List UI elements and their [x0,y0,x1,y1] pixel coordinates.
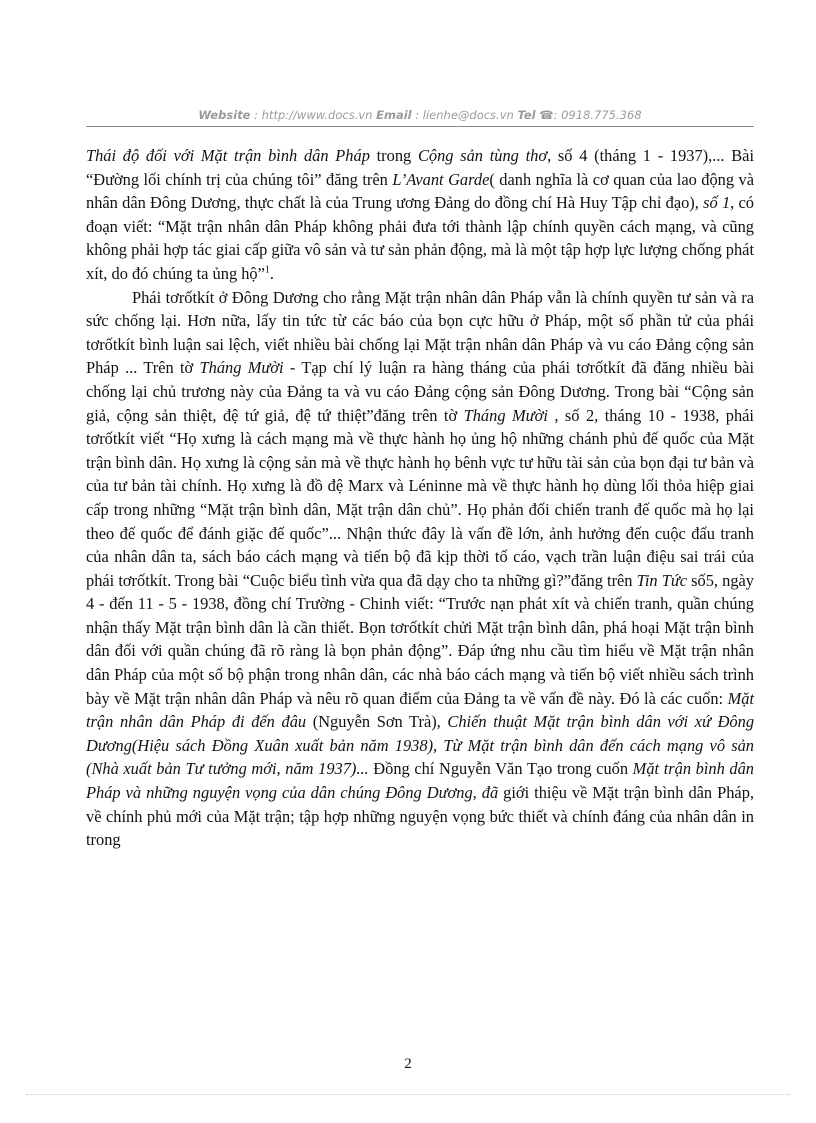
document-body [86,144,754,852]
italic-text: Chiến thuật Mặt trận bình dân với xứ Đông Dương(Hiệu sách Đồng Xuân xuất bản năm 1938), Từ Mặt trận bình dân đến cách mạng vô sản (Nhà xuất bản Tư tưởng mới, năm 1937)... [86,712,755,779]
website-label: Website [198,108,251,122]
body-paragraph [86,286,754,852]
text-run: , có đoạn viết: “Mặt trận nhân dân Pháp không phải đưa tới thành lập chính quyền cách mạng, và cũng không phải hợp tác giai cấp giữa vô sản và tư sản phản động, mà là một tập hợp lực lượng chống phát xít, do đó chúng ta ủng hộ” [86,193,754,283]
website-url[interactable]: : http://www.docs.vn [254,108,373,122]
text-run: Phái tơrốtkít ở Đông Dương cho rằng Mặt trận nhân dân Pháp vẫn là chính quyền tư sản và ra sức chống lại. Hơn nữa, lấy tin tức từ các báo của bọn cực hữu ở Pháp, một số phần tử của phái tơrốtkít bình luận sai lệch, viết nhiều bài chống lại Mặt trận nhân dân Pháp và vu cáo Đảng cộng sản Pháp ... Trên tờ [86,287,754,378]
page-header [86,108,754,122]
italic-text: Thái độ đối với Mặt trận bình dân Pháp [86,146,370,165]
italic-text: Mặt trận bình dân Pháp và những nguyện vọng của dân chúng Đông Dương, đã [86,759,755,803]
text-run: giới thiệu về Mặt trận bình dân Pháp, về chính phủ mới của Mặt trận; tập hợp những nguyện vọng bức thiết và chính đáng của nhân dân in trong [86,783,754,850]
italic-text: Mặt trận nhân dân Pháp đi đến đâu [86,688,754,732]
tel-number: : 0918.775.368 [553,108,642,122]
page-number: 2 [404,1056,412,1072]
text-run: số5, ngày 4 - đến 11 - 5 - 1938, đồng chí Trường - Chinh viết: “Trước nạn phát xít và chiến tranh, quần chúng nhận thấy Mặt trận bình dân là cần thiết. Bọn tơrốtkít chửi Mặt trận bình dân, phá hoại Mặt trận bình dân đối với quần chúng đã rõ ràng là bọn phản động”. Đáp ứng nhu cầu tìm hiểu về Mặt trận nhân dân Pháp của một số bộ phận trong nhân dân, các nhà báo cách mạng và tiến bộ viết nhiều sách trình bày về Mặt trận nhân dân Pháp và nêu rõ quan điểm của Đảng ta về vấn đề này. Đó là các cuốn: [86,570,754,708]
text-run: , số 4 (tháng 1 - 1937),... Bài “Đường lối chính trị của chúng tôi” đăng trên [86,146,755,189]
italic-text: , số 1 [694,193,731,213]
body-paragraph [86,144,754,286]
italic-text: Tháng Mười [199,358,284,378]
footnote-ref: 1 [264,264,270,276]
italic-text: Tháng Mười [463,405,548,425]
text-run: trong [369,146,418,165]
text-run: . [269,263,275,283]
footer-divider [26,1094,790,1095]
text-run: Đồng chí Nguyễn Văn Tạo trong cuốn [368,759,633,779]
italic-text: L’Avant Garde [392,169,490,189]
email-label: Email [376,108,412,122]
phone-icon: ☎ [539,108,554,122]
text-run: (Nguyễn Sơn Trà), [306,712,448,732]
email-address[interactable]: : lienhe@docs.vn [415,108,514,122]
italic-text: Cộng sản tùng thơ [417,146,548,165]
header-divider [86,126,754,127]
tel-label: Tel [517,108,536,122]
text-run: - Tạp chí lý luận ra hàng tháng của phái tơrốtkít đã đăng nhiều bài chống lại chủ trương này của Đảng ta và vu cáo Đảng cộng sản Đông Dương. Trong bài “Cộng sản giả, cộng sản thiệt, đệ tứ giả, đệ tứ thiệt”đăng trên tờ [86,358,754,425]
text-run: ( danh nghĩa là cơ quan của lao động và nhân dân Đông Dương, thực chất là của Trung ương Đảng do đồng chí Hà Huy Tập chỉ đạo) [86,169,754,213]
italic-text: Tin Tức [636,570,688,590]
text-run: , số 2, tháng 10 - 1938, phái tơrốtkít viết “Họ xưng là cách mạng mà về thực hành họ ủng hộ những chánh phủ đế quốc của Mặt trận bình dân. Họ xưng là cộng sản mà về thực hành họ bênh vực tư hữu tài sản của bọn đại tư bản và của tư bản tài chính. Họ xưng là đồ đệ Marx và Léninne mà về thực hành họ dùng lối thỏa hiệp giai cấp trong những “Mặt trận bình dân, Mặt trận dân chủ”. Họ phản đối chiến tranh đế quốc mà họ lại theo đế quốc để đánh giặc đế quốc”... Nhận thức đây là vấn đề lớn, ảnh hưởng đến cuộc đấu tranh của nhân dân ta, sách báo cách mạng và tiến bộ đã kịp thời tố cáo, vạch trần luận điệu sai trái của phái tơrốtkít. Trong bài “Cuộc biểu tình vừa qua đã dạy cho ta những gì?”đăng trên [86,405,754,590]
